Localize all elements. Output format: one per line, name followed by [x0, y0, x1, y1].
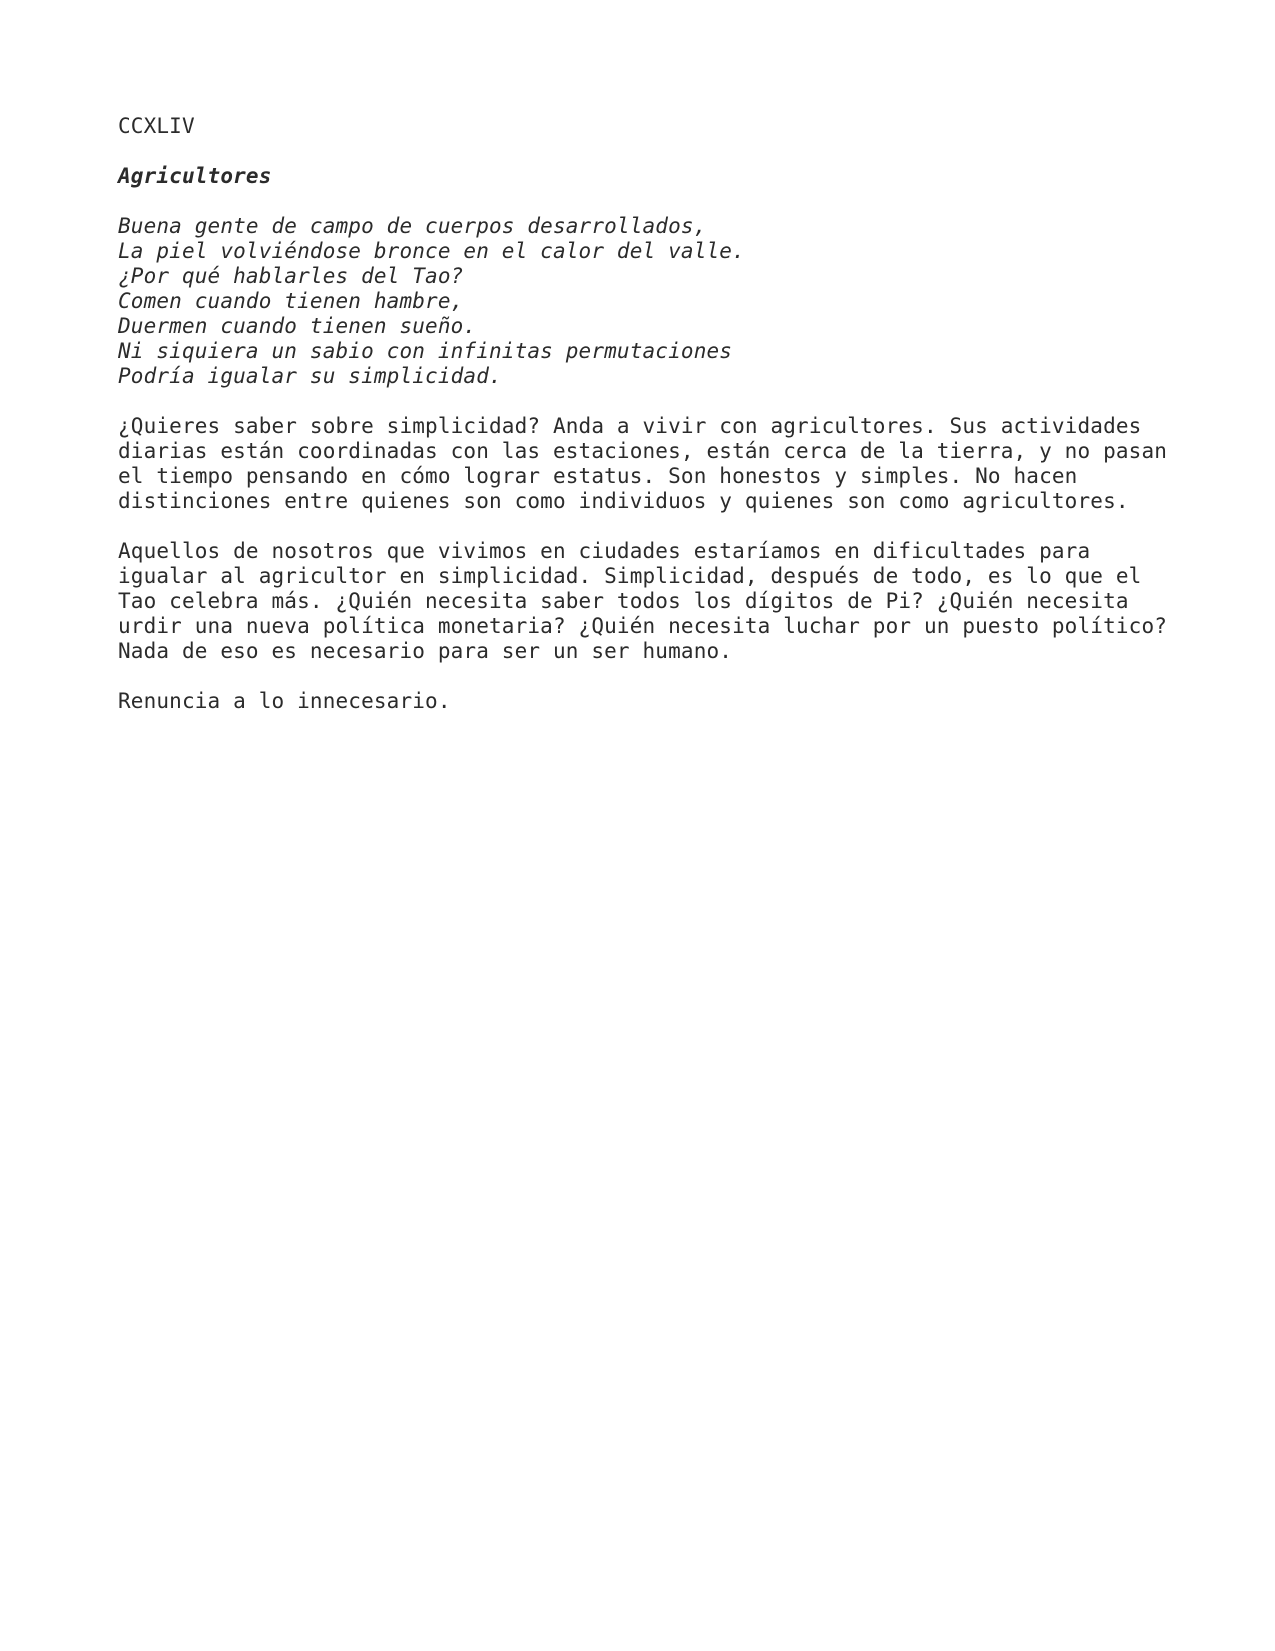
- poem-line: ¿Por qué hablarles del Tao?: [118, 264, 464, 288]
- paragraph-line: Aquellos de nosotros que vivimos en ciudades estaríamos en dificultades para: [118, 539, 1091, 563]
- paragraph-1: [118, 414, 1178, 514]
- poem-line: Buena gente de campo de cuerpos desarrollados,: [118, 214, 707, 238]
- chapter-title: Agricultores: [118, 164, 272, 188]
- poem-line: Podría igualar su simplicidad.: [118, 364, 502, 388]
- poem-line: Comen cuando tienen hambre,: [118, 289, 464, 313]
- paragraph-2: [118, 539, 1178, 664]
- poem-line: Ni siquiera un sabio con infinitas permutaciones: [118, 339, 733, 363]
- chapter-title-block: [118, 164, 1178, 189]
- paragraph-line: igualar al agricultor en simplicidad. Simplicidad, después de todo, es lo que el: [118, 564, 1142, 588]
- poem-line: Duermen cuando tienen sueño.: [118, 314, 477, 338]
- chapter-number: CCXLIV: [118, 114, 195, 138]
- document-page: [118, 114, 1178, 739]
- chapter-number-block: [118, 114, 1178, 139]
- paragraph-line: el tiempo pensando en cómo lograr estatus. Son honestos y simples. No hacen: [118, 464, 1078, 488]
- paragraph-line: ¿Quieres saber sobre simplicidad? Anda a vivir con agricultores. Sus actividades: [118, 414, 1142, 438]
- closing-paragraph: [118, 689, 1178, 714]
- poem: [118, 214, 1178, 389]
- poem-line: La piel volviéndose bronce en el calor del valle.: [118, 239, 745, 263]
- paragraph-line: Nada de eso es necesario para ser un ser humano.: [118, 639, 733, 663]
- paragraph-line: distinciones entre quienes son como individuos y quienes son como agricultores.: [118, 489, 1129, 513]
- closing-line: Renuncia a lo innecesario.: [118, 689, 451, 713]
- paragraph-line: diarias están coordinadas con las estaciones, están cerca de la tierra, y no pasan: [118, 439, 1168, 463]
- paragraph-line: urdir una nueva política monetaria? ¿Quién necesita luchar por un puesto político?: [118, 614, 1168, 638]
- paragraph-line: Tao celebra más. ¿Quién necesita saber todos los dígitos de Pi? ¿Quién necesita: [118, 589, 1129, 613]
